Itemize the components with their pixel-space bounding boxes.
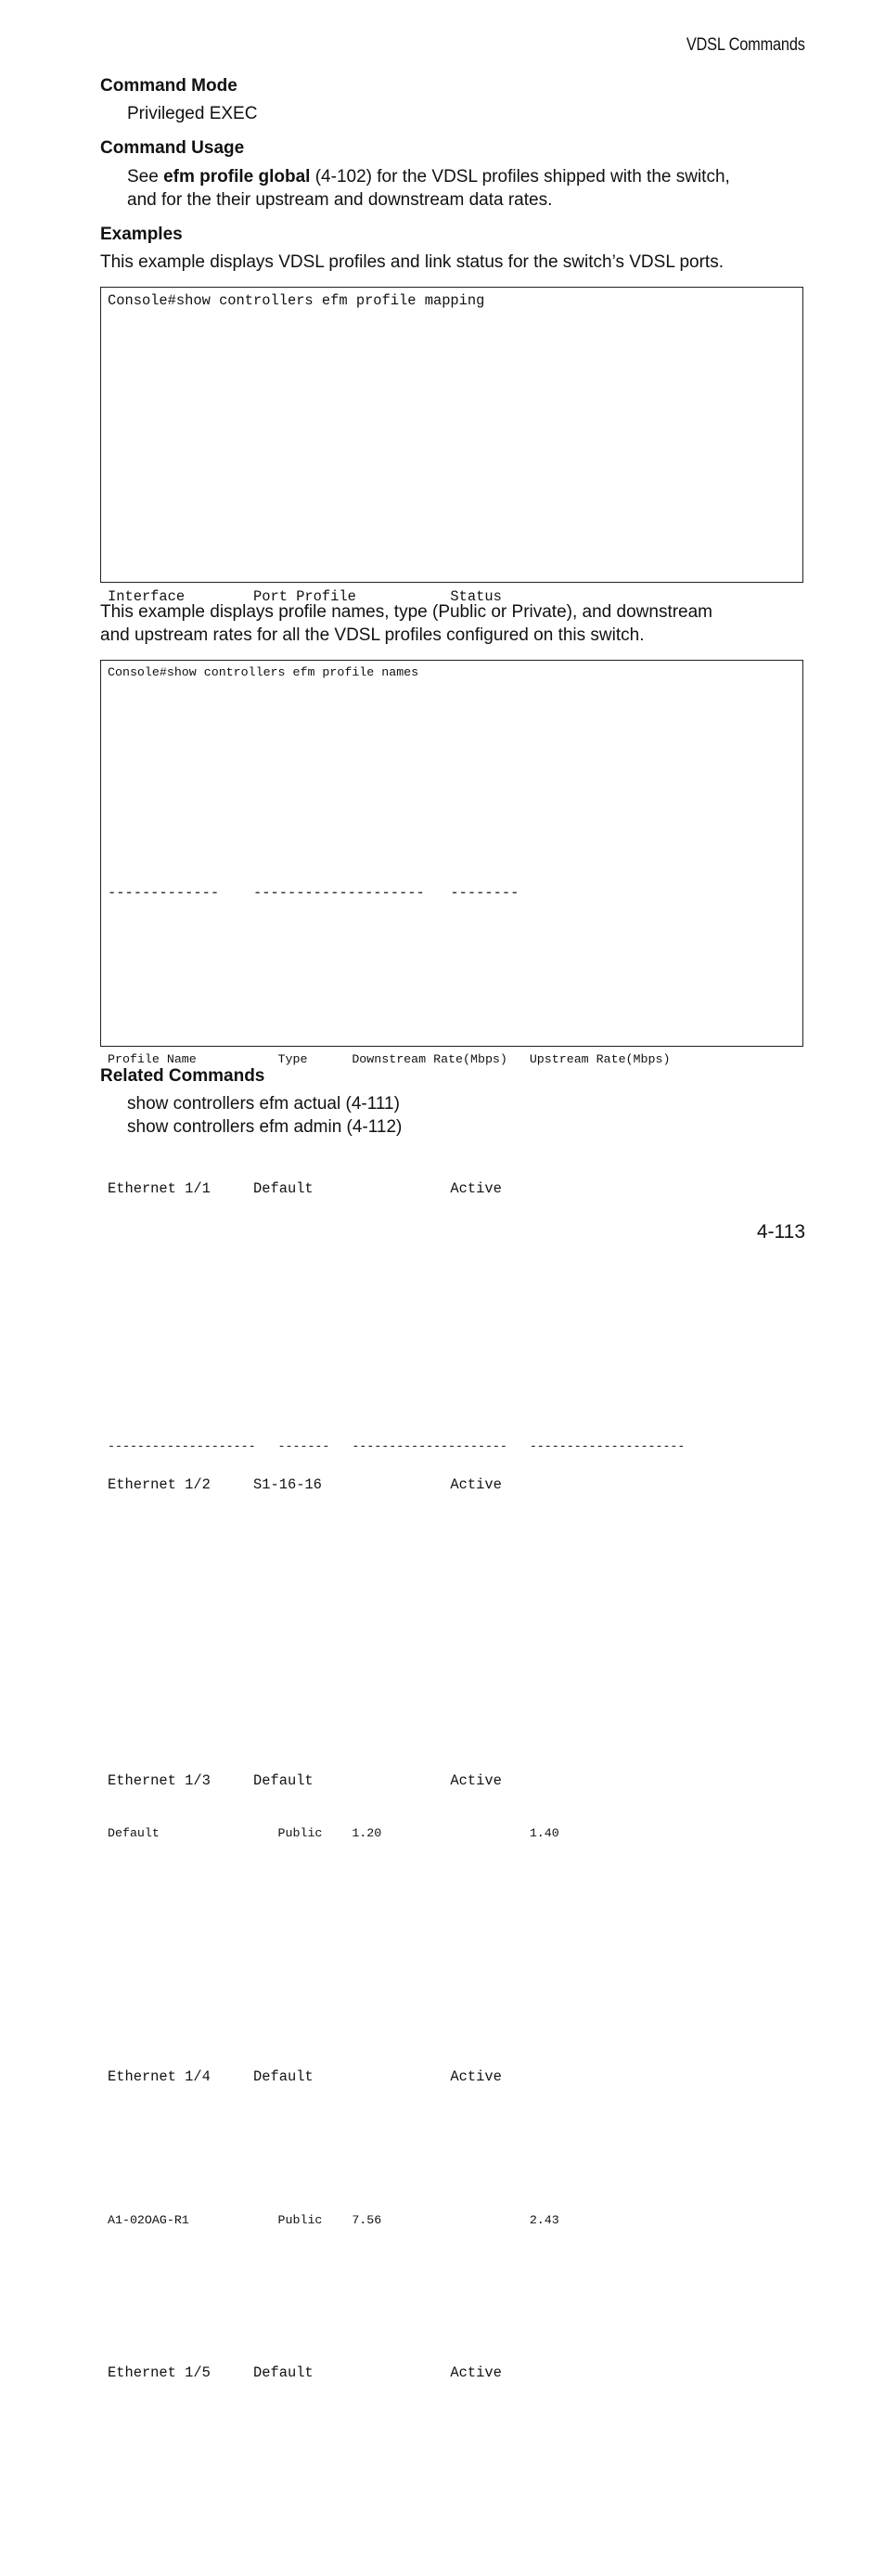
efm-profile-global-command: efm profile global xyxy=(163,167,311,187)
examples-intro-2-line2: and upstream rates for all the VDSL profiles configured on this switch. xyxy=(100,625,645,645)
console-line: -------------------- ------- --------------------- --------------------- xyxy=(108,1439,686,1453)
console-line: Ethernet 1/2 S1-16-16 Active xyxy=(108,1476,502,1493)
command-mode-text: Privileged EXEC xyxy=(127,104,258,123)
console-line: Profile Name Type Downstream Rate(Mbps) Upstream Rate(Mbps) xyxy=(108,1052,671,1066)
page-number: 4-113 xyxy=(756,1221,805,1243)
related-commands-heading: Related Commands xyxy=(100,1066,265,1086)
command-usage-prefix: See xyxy=(127,167,164,187)
console-line: Ethernet 1/3 Default Active xyxy=(108,1772,502,1789)
console-line: Ethernet 1/1 Default Active xyxy=(108,1180,502,1197)
console-line: ------------- -------------------- -------- xyxy=(108,884,519,901)
command-usage-line1-rest: (4-102) for the VDSL profiles shipped with the switch, xyxy=(310,167,730,187)
console-line: A1-02OAG-R1 Public 7.56 2.43 xyxy=(108,2213,559,2227)
examples-intro-2-line1: This example displays profile names, type (Public or Private), and downstream xyxy=(100,602,713,622)
console-line: Ethernet 1/4 Default Active xyxy=(108,2068,502,2085)
command-mode-heading: Command Mode xyxy=(100,76,237,96)
running-header: VDSL Commands xyxy=(686,35,805,55)
console-line: Interface Port Profile Status xyxy=(108,588,502,605)
command-usage-line2: and for the their upstream and downstream data rates. xyxy=(127,190,553,210)
related-command-item: show controllers efm actual (4-111) xyxy=(127,1094,400,1114)
examples-intro-2 xyxy=(100,600,805,647)
examples-intro-1: This example displays VDSL profiles and link status for the switch’s VDSL ports. xyxy=(100,252,724,272)
examples-heading: Examples xyxy=(100,225,183,244)
related-command-item: show controllers efm admin (4-112) xyxy=(127,1117,403,1137)
command-usage-text xyxy=(127,165,814,212)
console-line: Console#show controllers efm profile names xyxy=(108,665,419,679)
console-line: Console#show controllers efm profile mapping xyxy=(108,292,485,309)
console-line: Ethernet 1/5 Default Active xyxy=(108,2364,502,2381)
command-usage-heading: Command Usage xyxy=(100,138,245,158)
related-commands-list xyxy=(127,1092,814,1139)
console-line: Default Public 1.20 1.40 xyxy=(108,1826,559,1840)
